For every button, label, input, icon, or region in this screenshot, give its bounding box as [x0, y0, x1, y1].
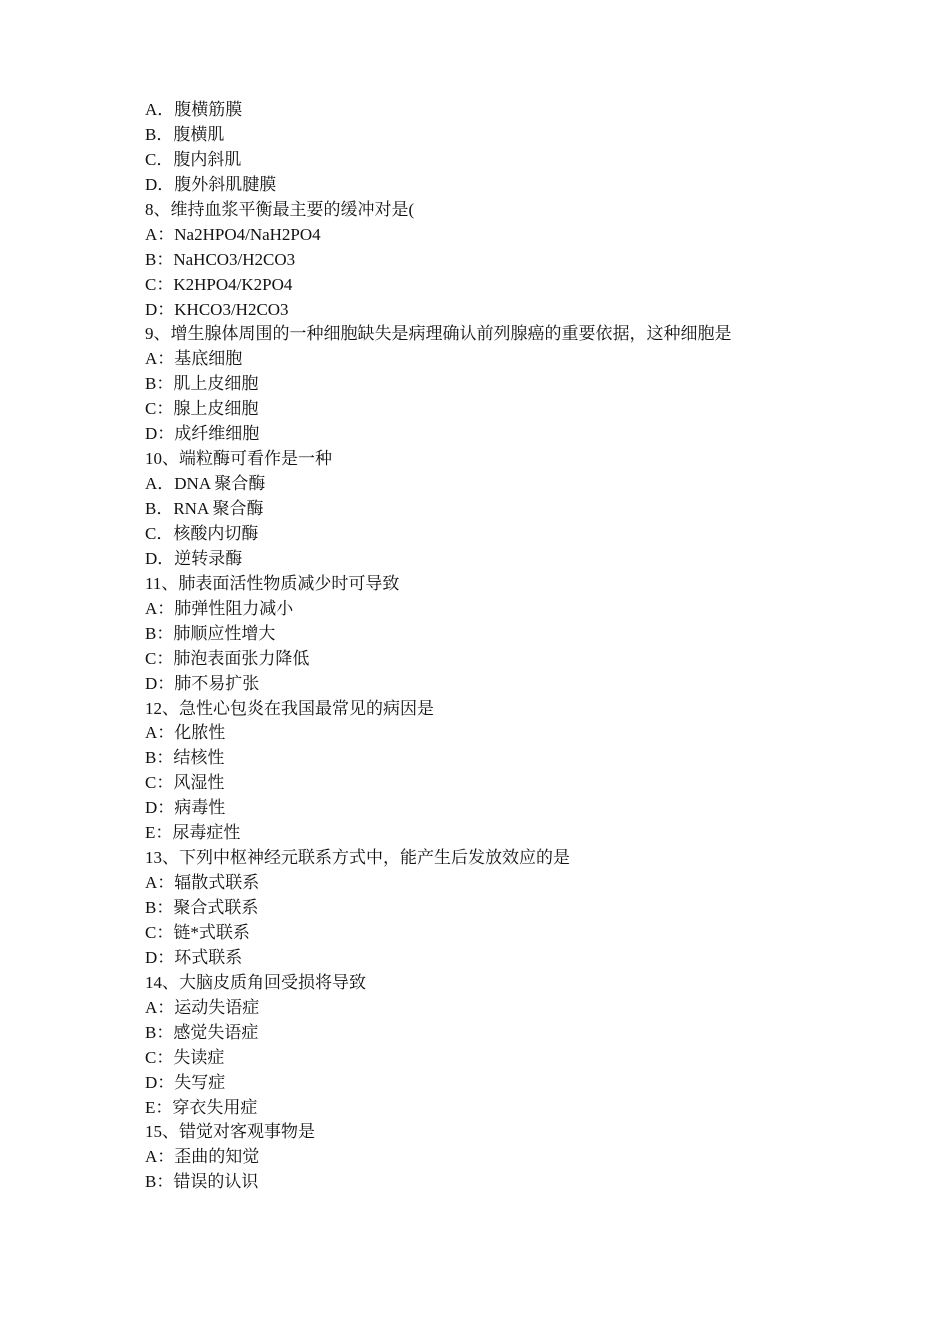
option-line: B：错误的认识 — [145, 1172, 259, 1192]
option-line: E：尿毒症性 — [145, 823, 241, 843]
option-line: D：KHCO3/H2CO3 — [145, 299, 289, 319]
option-line: C：腺上皮细胞 — [145, 399, 259, 419]
option-line: B：感觉失语症 — [145, 1022, 259, 1042]
option-line: C：链*式联系 — [145, 922, 250, 942]
option-line: E：穿衣失用症 — [145, 1097, 258, 1117]
question-line: 15、错觉对客观事物是 — [145, 1122, 315, 1142]
option-line: B．腹横肌 — [145, 124, 225, 144]
question-line: 9、增生腺体周围的一种细胞缺失是病理确认前列腺癌的重要依据，这种细胞是 — [145, 324, 732, 344]
option-line: C：K2HPO4/K2PO4 — [145, 274, 293, 294]
option-line: B：NaHCO3/H2CO3 — [145, 249, 296, 269]
option-line: A：化脓性 — [145, 723, 226, 743]
option-line: D．腹外斜肌腱膜 — [145, 174, 277, 194]
document-page — [145, 98, 865, 1195]
option-line: B．RNA 聚合酶 — [145, 499, 264, 518]
option-line: A：运动失语症 — [145, 997, 260, 1017]
option-line: A．DNA 聚合酶 — [145, 474, 266, 494]
option-line: D：病毒性 — [145, 798, 226, 818]
option-line: D：成纤维细胞 — [145, 424, 260, 444]
option-line: B：肌上皮细胞 — [145, 374, 259, 394]
option-line: B：聚合式联系 — [145, 898, 259, 917]
question-line: 12、急性心包炎在我国最常见的病因是 — [145, 698, 434, 718]
option-line: D．逆转录酶 — [145, 548, 243, 568]
option-line: A：肺弹性阻力减小 — [145, 598, 294, 618]
option-line: D：环式联系 — [145, 947, 243, 967]
option-line: C：风湿性 — [145, 773, 225, 793]
option-line: C．核酸内切酶 — [145, 523, 259, 543]
option-line: A：基底细胞 — [145, 349, 243, 369]
question-line: 11、肺表面活性物质减少时可导致 — [145, 573, 400, 593]
option-line: B：肺顺应性增大 — [145, 623, 276, 643]
question-line: 10、端粒酶可看作是一种 — [145, 449, 332, 469]
option-line: A．腹横筋膜 — [145, 100, 243, 119]
option-line: B：结核性 — [145, 748, 225, 768]
question-line: 13、下列中枢神经元联系方式中，能产生后发放效应的是 — [145, 848, 570, 868]
option-line: A：歪曲的知觉 — [145, 1147, 260, 1167]
option-line: D：失写症 — [145, 1072, 226, 1092]
option-line: C：肺泡表面张力降低 — [145, 648, 310, 668]
question-line: 8、维持血浆平衡最主要的缓冲对是( — [145, 199, 415, 219]
option-line: C．腹内斜肌 — [145, 149, 242, 169]
option-line: A：辐散式联系 — [145, 873, 260, 893]
option-line: A：Na2HPO4/NaH2PO4 — [145, 224, 321, 244]
option-line: D：肺不易扩张 — [145, 673, 260, 693]
option-line: C：失读症 — [145, 1047, 225, 1067]
question-line: 14、大脑皮质角回受损将导致 — [145, 972, 366, 992]
